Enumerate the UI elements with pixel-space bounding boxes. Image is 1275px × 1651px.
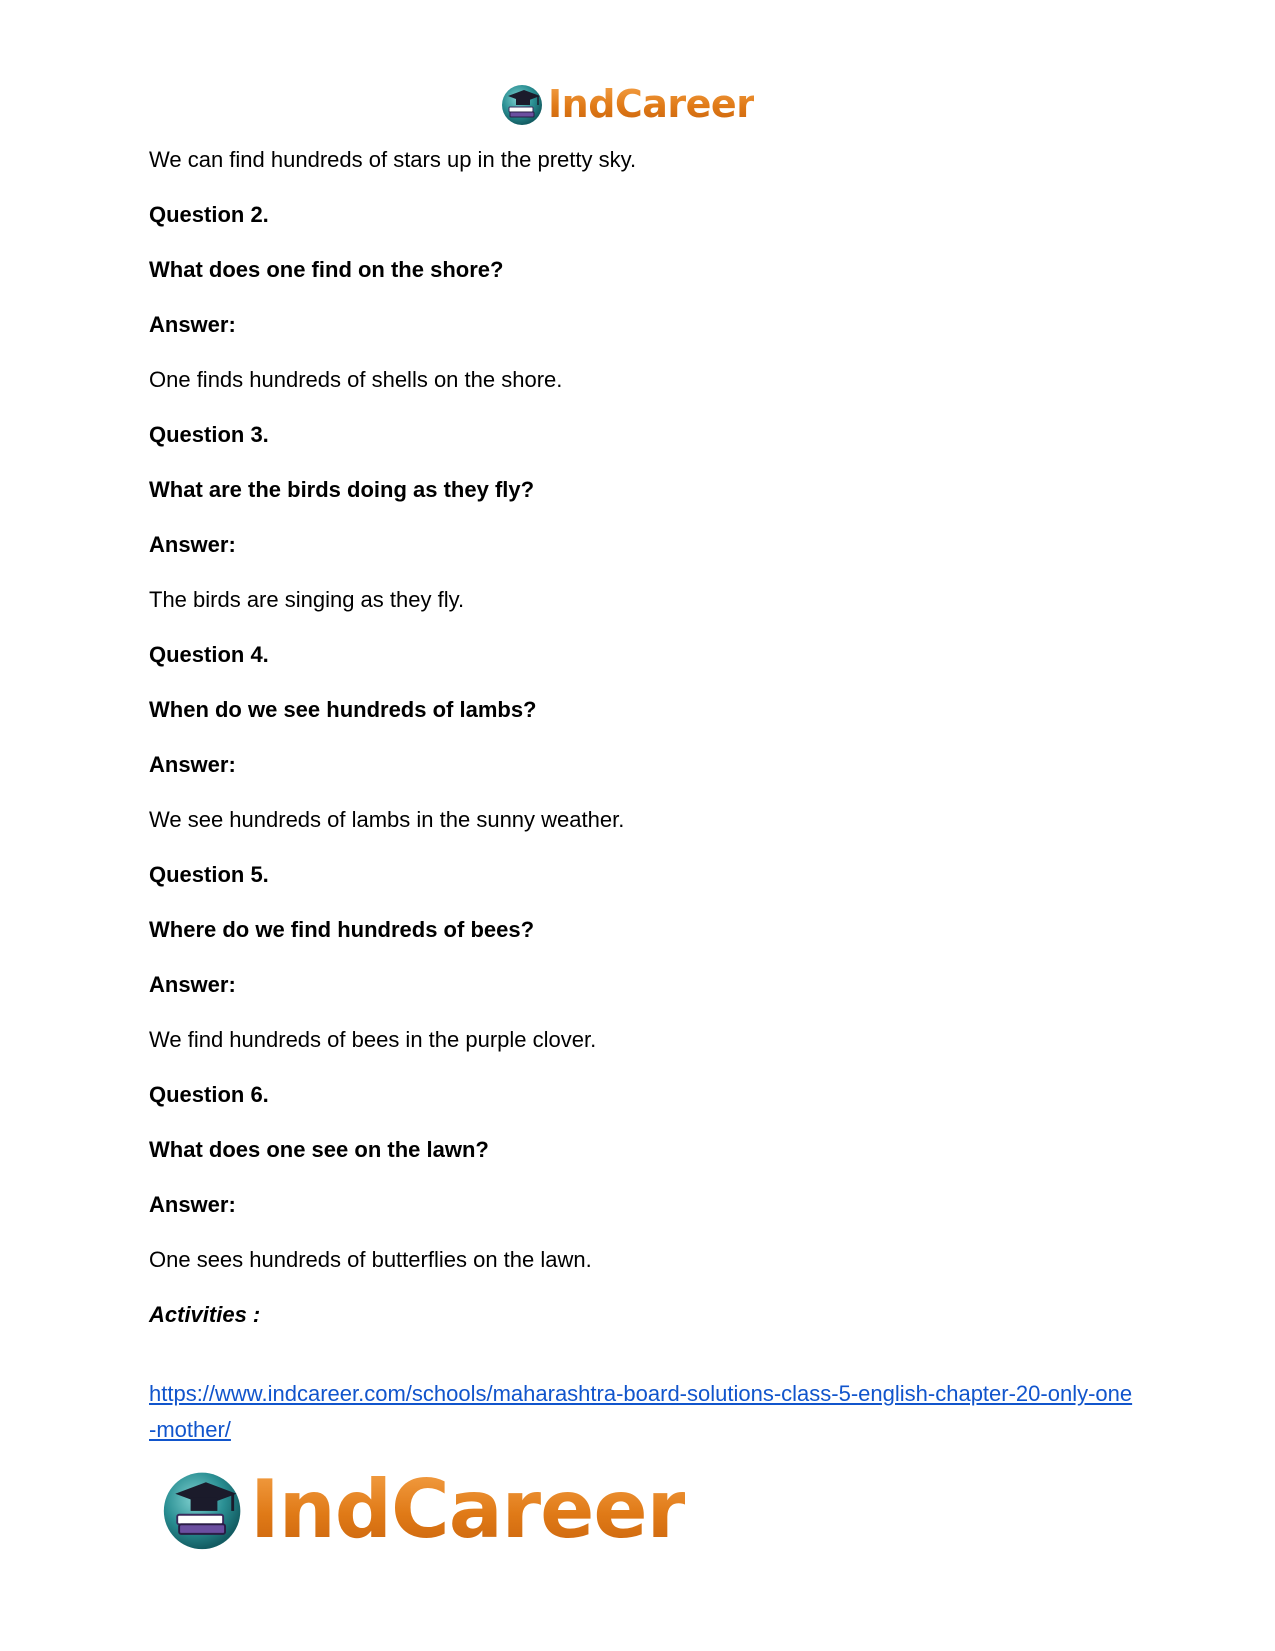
question-text: When do we see hundreds of lambs? bbox=[149, 697, 537, 722]
answer-label: Answer: bbox=[149, 1192, 236, 1217]
graduation-cap-books-globe-icon bbox=[160, 1465, 248, 1553]
question-text: Where do we find hundreds of bees? bbox=[149, 917, 535, 942]
answer-text: One sees hundreds of butterflies on the lawn. bbox=[149, 1247, 592, 1272]
answer-text: We find hundreds of bees in the purple clover. bbox=[149, 1027, 597, 1052]
logo-wordmark: IndCareer bbox=[548, 82, 755, 126]
answer-text: We see hundreds of lambs in the sunny weather. bbox=[149, 807, 625, 832]
question-text: What does one see on the lawn? bbox=[149, 1137, 489, 1162]
graduation-cap-books-globe-icon bbox=[500, 81, 546, 127]
footer-logo bbox=[160, 1462, 700, 1556]
answer-text: The birds are singing as they fly. bbox=[149, 587, 465, 612]
question-number: Question 3. bbox=[149, 422, 269, 447]
activities-heading: Activities : bbox=[149, 1302, 261, 1327]
answer-label: Answer: bbox=[149, 972, 236, 997]
question-text: What does one find on the shore? bbox=[149, 257, 504, 282]
question-number: Question 4. bbox=[149, 642, 269, 667]
source-link[interactable]: https://www.indcareer.com/schools/maharashtra-board-solutions-class-5-english-chapter-20-only-one-mother/ bbox=[149, 1381, 1133, 1442]
question-number: Question 2. bbox=[149, 202, 269, 227]
answer-label: Answer: bbox=[149, 312, 236, 337]
answer-text: One finds hundreds of shells on the shore. bbox=[149, 367, 563, 392]
question-number: Question 6. bbox=[149, 1082, 269, 1107]
header-logo bbox=[500, 80, 770, 128]
answer-label: Answer: bbox=[149, 532, 236, 557]
question-number: Question 5. bbox=[149, 862, 269, 887]
logo-wordmark: IndCareer bbox=[250, 1462, 686, 1556]
answer-label: Answer: bbox=[149, 752, 236, 777]
document-body bbox=[149, 146, 1139, 1356]
answer-text: We can find hundreds of stars up in the pretty sky. bbox=[149, 147, 637, 172]
question-text: What are the birds doing as they fly? bbox=[149, 477, 535, 502]
